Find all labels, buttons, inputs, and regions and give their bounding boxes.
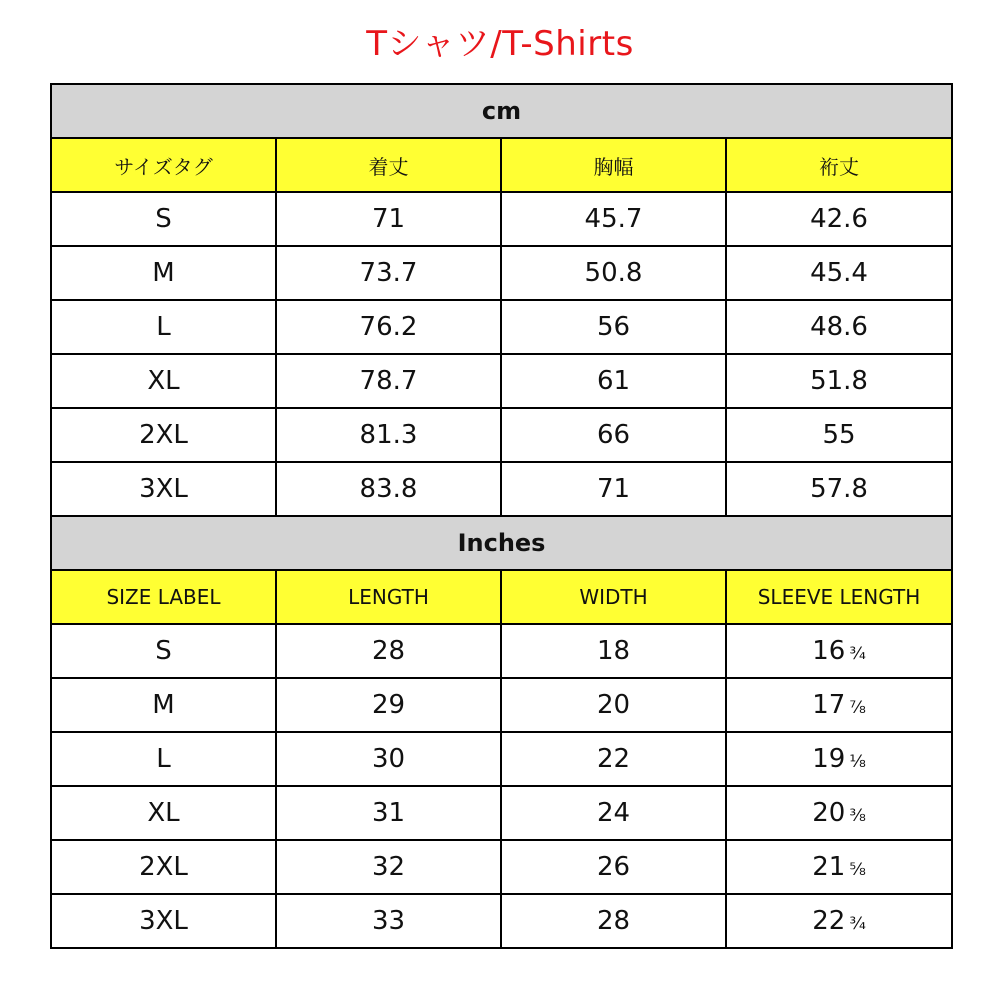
cm-header-length: 着丈 bbox=[276, 138, 501, 192]
table-row bbox=[51, 894, 952, 948]
cm-unit-label: cm bbox=[51, 84, 952, 138]
inches-size-cell: M bbox=[51, 678, 276, 732]
sleeve-whole: 20 bbox=[812, 798, 846, 828]
size-chart-table bbox=[50, 83, 953, 949]
inches-width-cell: 22 bbox=[501, 732, 726, 786]
cm-header-width: 胸幅 bbox=[501, 138, 726, 192]
table-row bbox=[51, 462, 952, 516]
inches-width-cell: 24 bbox=[501, 786, 726, 840]
sleeve-whole: 21 bbox=[812, 852, 846, 882]
sleeve-whole: 22 bbox=[812, 906, 846, 936]
inches-size-cell: 3XL bbox=[51, 894, 276, 948]
inches-sleeve-cell bbox=[726, 678, 952, 732]
inches-unit-row bbox=[51, 516, 952, 570]
inches-width-cell: 26 bbox=[501, 840, 726, 894]
page-title: Tシャツ/T-Shirts bbox=[366, 24, 634, 64]
sleeve-fraction: ⅜ bbox=[849, 806, 866, 826]
cm-header-row bbox=[51, 138, 952, 192]
inches-sleeve-cell bbox=[726, 732, 952, 786]
table-row bbox=[51, 624, 952, 678]
cm-sleeve-cell: 48.6 bbox=[726, 300, 952, 354]
sleeve-fraction: ¾ bbox=[849, 914, 866, 934]
cm-size-cell: L bbox=[51, 300, 276, 354]
sleeve-whole: 19 bbox=[812, 744, 846, 774]
inches-sleeve-cell bbox=[726, 894, 952, 948]
inches-header-size-label: SIZE LABEL bbox=[51, 570, 276, 624]
cm-length-cell: 73.7 bbox=[276, 246, 501, 300]
cm-sleeve-cell: 42.6 bbox=[726, 192, 952, 246]
inches-length-cell: 32 bbox=[276, 840, 501, 894]
cm-length-cell: 76.2 bbox=[276, 300, 501, 354]
cm-length-cell: 71 bbox=[276, 192, 501, 246]
sleeve-whole: 17 bbox=[812, 690, 846, 720]
cm-sleeve-cell: 57.8 bbox=[726, 462, 952, 516]
cm-width-cell: 71 bbox=[501, 462, 726, 516]
table-row bbox=[51, 246, 952, 300]
cm-size-cell: M bbox=[51, 246, 276, 300]
table-row bbox=[51, 786, 952, 840]
sleeve-fraction: ¾ bbox=[849, 644, 866, 664]
cm-length-cell: 78.7 bbox=[276, 354, 501, 408]
inches-header-row bbox=[51, 570, 952, 624]
table-row bbox=[51, 840, 952, 894]
sleeve-fraction: ⅝ bbox=[849, 860, 866, 880]
table-row bbox=[51, 408, 952, 462]
inches-width-cell: 20 bbox=[501, 678, 726, 732]
table-row bbox=[51, 678, 952, 732]
table-row bbox=[51, 300, 952, 354]
inches-size-cell: S bbox=[51, 624, 276, 678]
cm-size-cell: S bbox=[51, 192, 276, 246]
cm-header-size-tag: サイズタグ bbox=[51, 138, 276, 192]
inches-length-cell: 33 bbox=[276, 894, 501, 948]
inches-length-cell: 28 bbox=[276, 624, 501, 678]
inches-size-cell: 2XL bbox=[51, 840, 276, 894]
inches-sleeve-cell bbox=[726, 624, 952, 678]
sleeve-fraction: ⅛ bbox=[849, 752, 866, 772]
inches-length-cell: 30 bbox=[276, 732, 501, 786]
cm-size-cell: 3XL bbox=[51, 462, 276, 516]
cm-size-cell: XL bbox=[51, 354, 276, 408]
cm-length-cell: 81.3 bbox=[276, 408, 501, 462]
inches-size-cell: XL bbox=[51, 786, 276, 840]
cm-width-cell: 61 bbox=[501, 354, 726, 408]
sleeve-whole: 16 bbox=[812, 636, 846, 666]
cm-length-cell: 83.8 bbox=[276, 462, 501, 516]
cm-sleeve-cell: 45.4 bbox=[726, 246, 952, 300]
sleeve-fraction: ⅞ bbox=[849, 698, 866, 718]
table-row bbox=[51, 354, 952, 408]
cm-header-sleeve: 裄丈 bbox=[726, 138, 952, 192]
inches-sleeve-cell bbox=[726, 840, 952, 894]
inches-length-cell: 29 bbox=[276, 678, 501, 732]
cm-unit-row bbox=[51, 84, 952, 138]
table-row bbox=[51, 732, 952, 786]
inches-length-cell: 31 bbox=[276, 786, 501, 840]
cm-width-cell: 66 bbox=[501, 408, 726, 462]
inches-unit-label: Inches bbox=[51, 516, 952, 570]
inches-header-length: LENGTH bbox=[276, 570, 501, 624]
inches-header-sleeve-length: SLEEVE LENGTH bbox=[726, 570, 952, 624]
cm-width-cell: 45.7 bbox=[501, 192, 726, 246]
inches-header-width: WIDTH bbox=[501, 570, 726, 624]
inches-size-cell: L bbox=[51, 732, 276, 786]
cm-sleeve-cell: 51.8 bbox=[726, 354, 952, 408]
inches-width-cell: 28 bbox=[501, 894, 726, 948]
cm-size-cell: 2XL bbox=[51, 408, 276, 462]
cm-sleeve-cell: 55 bbox=[726, 408, 952, 462]
inches-sleeve-cell bbox=[726, 786, 952, 840]
inches-width-cell: 18 bbox=[501, 624, 726, 678]
cm-width-cell: 56 bbox=[501, 300, 726, 354]
table-row bbox=[51, 192, 952, 246]
cm-width-cell: 50.8 bbox=[501, 246, 726, 300]
